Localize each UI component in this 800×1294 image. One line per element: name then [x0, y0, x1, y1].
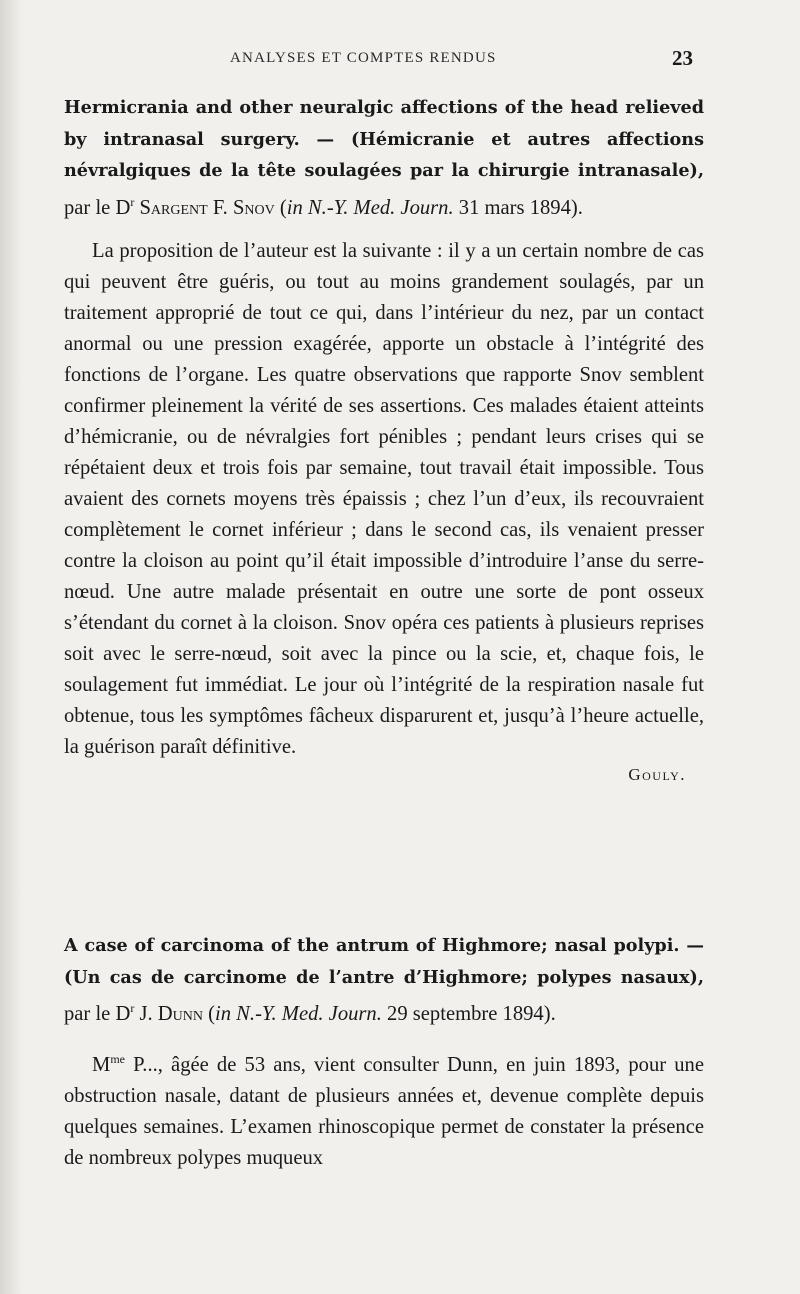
article-body: La proposition de l’auteur est la suivante : il y a un certain nombre de cas qui peuvent être guéris, ou tout au moins grandement soulagés, par un traitement approprié de tout ce qui, dans l’intérieur du nez, par un contact anormal ou une pression exagérée, apporte un obstacle à l’intégrité des fonctions de l’organe. Les quatre observations que rapporte Snov semblent confirmer pleinement la vérité de ses assertions. Ces malades étaient atteints d’hémicranie, ou de névralgies fort pénibles ; pendant leurs crises qui se répétaient deux et trois fois par semaine, tout travail était impossible. Tous avaient des cornets moyens très épaissis ; chez l’un d’eux, ils recouvraient complètement le cornet inférieur ; dans le second cas, ils venaient presser contre la cloison au point qu’il était impossible d’introduire l’anse du serre-nœud. Une autre malade présentait en outre une sorte de pont osseux s’étendant du cornet à la cloison. Snov opéra ces patients à plusieurs reprises soit avec le serre-nœud, soit avec la pince ou la scie, et, chaque fois, le soulagement fut immédiat. Le jour où l’intégrité de la respiration nasale fut obtenue, tous les symptômes fâcheux disparurent et, jusqu’à l’heure actuelle, la guérison paraît définitive. [64, 239, 704, 758]
running-head: ANALYSES ET COMPTES RENDUS [230, 50, 497, 66]
author-name: J. Dunn [134, 1002, 203, 1025]
title-superscript: me [110, 1052, 125, 1067]
article-carcinoma [64, 930, 704, 1174]
source-open: ( [274, 196, 287, 219]
source-journal: in N.-Y. Med. Journ. [286, 196, 454, 219]
source-journal: in N.-Y. Med. Journ. [215, 1002, 382, 1025]
title-dash: — [679, 935, 704, 956]
page-header [0, 46, 800, 76]
title-dash: — [299, 128, 351, 150]
author-name: Sargent F. Snov [134, 196, 275, 219]
article-title [64, 930, 704, 1030]
article-body [64, 1044, 704, 1174]
binding-shadow [0, 0, 22, 1294]
article-title [64, 92, 704, 224]
body-text: P..., âgée de 53 ans, vient consulter Dunn, en juin 1893, pour une obstruction nasale, datant de plusieurs années et, devenue complète depuis quelques semaines. L’examen rhinoscopique permet de constater la présence de nombreux polypes muqueux [64, 1054, 704, 1170]
title-english: Hermicrania and other neuralgic affections of the head relieved by intranasal surgery. [64, 97, 704, 150]
body-prefix: M [92, 1054, 111, 1077]
title-english: A case of carcinoma of the antrum of Highmore; nasal polypi. [64, 935, 680, 956]
title-french: (Un cas de carcinome de l’antre d’Highmore; polypes nasaux), [64, 966, 704, 988]
doctor-superscript: r [130, 1001, 135, 1015]
source-date: 31 mars 1894). [453, 196, 583, 219]
article-hemicrania [64, 92, 704, 785]
source-date: 29 septembre 1894). [381, 1002, 556, 1025]
by-line: par le D [64, 1002, 131, 1025]
reviewer-signature: Gouly. [628, 764, 686, 784]
title-french: (Hémicranie et autres affections névralgiques de la tête soulagées par la chirurgie intranasale), [64, 128, 704, 181]
by-line: par le D [64, 196, 131, 219]
page-number: 23 [672, 46, 693, 70]
doctor-superscript: r [130, 194, 135, 209]
source-open: ( [203, 1002, 216, 1025]
